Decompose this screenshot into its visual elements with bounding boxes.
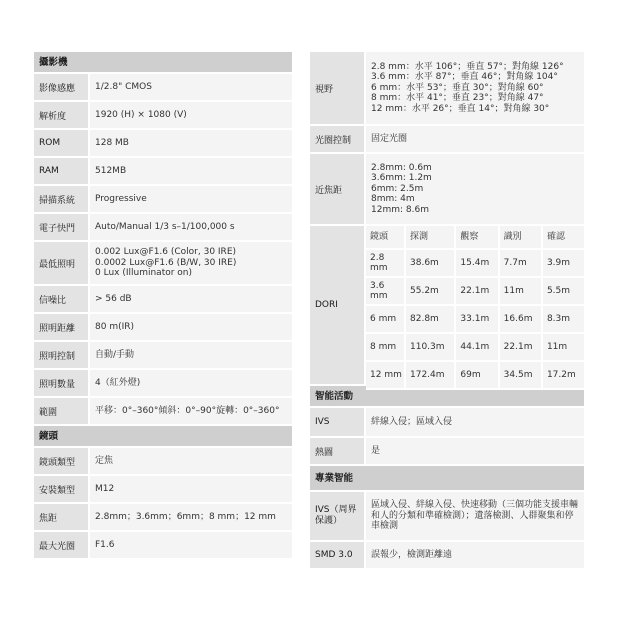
dori-header-row — [366, 226, 584, 249]
spec-label: 範圍 — [34, 398, 88, 424]
spec-label: 最大光圈 — [34, 532, 88, 558]
dori-header-cell: 確認 — [542, 226, 584, 249]
spec-label: 鏡頭類型 — [34, 448, 88, 474]
spec-row-ivs-perimeter — [310, 492, 584, 542]
dori-lens-cell: 12 mm — [366, 361, 405, 389]
spec-row — [34, 186, 292, 214]
dori-header-cell: 識別 — [499, 226, 542, 249]
spec-value: > 56 dB — [88, 286, 292, 312]
dori-distance-cell: 44.1m — [455, 333, 498, 361]
dori-distance-cell: 110.3m — [405, 333, 455, 361]
spec-value: 2.8 mm：水平 106°；垂直 57°；對角線 126° 3.6 mm：水平 87°；垂直 46°；對角線 104° 6 mm：水平 53°；垂直 30°；對角線 60° 8 mm：水平 41°；垂直 23°；對角線 47° 12 mm：水平 26°；垂直 14°；對角線 30° — [364, 52, 584, 124]
spec-row — [34, 102, 292, 130]
spec-row-smd — [310, 542, 584, 570]
dori-lens-cell: 3.6 mm — [366, 277, 405, 305]
spec-label: 焦距 — [34, 504, 88, 530]
spec-row — [34, 130, 292, 158]
spec-row — [34, 532, 292, 560]
spec-value: 0.002 Lux@F1.6 (Color, 30 IRE) 0.0002 Lux@F1.6 (B/W, 30 IRE) 0 Lux (Illuminator on) — [88, 242, 292, 284]
spec-label: 信噪比 — [34, 286, 88, 312]
spec-row — [34, 504, 292, 532]
spec-value: Auto/Manual 1/3 s–1/100,000 s — [88, 214, 292, 240]
spec-value: 絆線入侵；區域入侵 — [364, 408, 584, 436]
spec-label: 照明數量 — [34, 370, 88, 396]
spec-row-ivs — [310, 408, 584, 438]
dori-row — [366, 277, 584, 305]
dori-row — [366, 333, 584, 361]
spec-label: SMD 3.0 — [310, 542, 364, 568]
dori-distance-cell: 3.9m — [542, 249, 584, 277]
spec-label: 解析度 — [34, 102, 88, 128]
lens-section-heading: 鏡頭 — [34, 426, 292, 448]
dori-distance-cell: 22.1m — [499, 333, 542, 361]
spec-label: 照明控制 — [34, 342, 88, 368]
spec-value: 定焦 — [88, 448, 292, 474]
spec-row-fov — [310, 52, 584, 126]
spec-value: 平移：0°–360°傾斜：0°–90°旋轉：0°–360° — [88, 398, 292, 424]
spec-label: 熱圖 — [310, 438, 364, 464]
spec-label: IVS — [310, 408, 364, 436]
spec-value: 128 MB — [88, 130, 292, 156]
dori-distance-cell: 16.6m — [499, 305, 542, 333]
pro-section-heading: 專業智能 — [310, 466, 584, 492]
spec-value: F1.6 — [88, 532, 292, 558]
dori-table — [366, 226, 584, 390]
dori-lens-cell: 8 mm — [366, 333, 405, 361]
spec-row — [34, 448, 292, 476]
spec-row — [34, 242, 292, 286]
spec-value: 2.8mm；3.6mm；6mm；8 mm；12 mm — [88, 504, 292, 530]
spec-label: 近焦距 — [310, 154, 364, 224]
dori-distance-cell: 11m — [499, 277, 542, 305]
dori-distance-cell: 7.7m — [499, 249, 542, 277]
dori-row — [366, 249, 584, 277]
spec-value: 自動/手動 — [88, 342, 292, 368]
spec-value: 80 m(IR) — [88, 314, 292, 340]
dori-table-wrap — [364, 226, 584, 384]
dori-lens-cell: 6 mm — [366, 305, 405, 333]
spec-label: 最低照明 — [34, 242, 88, 284]
spec-label: ROM — [34, 130, 88, 156]
spec-label: 電子快門 — [34, 214, 88, 240]
lens-spec-rows — [34, 448, 292, 560]
spec-row-dori — [310, 226, 584, 386]
spec-row — [34, 214, 292, 242]
spec-value: M12 — [88, 476, 292, 502]
spec-value: 是 — [364, 438, 584, 464]
spec-value: 512MB — [88, 158, 292, 184]
left-spec-column — [34, 52, 292, 560]
dori-distance-cell: 8.3m — [542, 305, 584, 333]
spec-row — [34, 398, 292, 426]
dori-distance-cell: 33.1m — [455, 305, 498, 333]
right-spec-column — [310, 52, 584, 570]
spec-label: 光圈控制 — [310, 126, 364, 152]
dori-distance-cell: 22.1m — [455, 277, 498, 305]
spec-label: DORI — [310, 226, 364, 384]
spec-value: 2.8mm: 0.6m 3.6mm: 1.2m 6mm: 2.5m 8mm: 4m 12mm: 8.6m — [364, 154, 584, 224]
spec-row — [34, 476, 292, 504]
spec-row — [34, 314, 292, 342]
spec-value: 誤報少，檢測距離遠 — [364, 542, 584, 568]
dori-distance-cell: 5.5m — [542, 277, 584, 305]
spec-row — [34, 286, 292, 314]
dori-distance-cell: 34.5m — [499, 361, 542, 389]
spec-row — [34, 370, 292, 398]
spec-row — [34, 342, 292, 370]
spec-row-close-focus — [310, 154, 584, 226]
dori-header-cell: 鏡頭 — [366, 226, 405, 249]
dori-distance-cell: 11m — [542, 333, 584, 361]
spec-value: 1920 (H) × 1080 (V) — [88, 102, 292, 128]
spec-row-iris — [310, 126, 584, 154]
dori-header-cell: 觀察 — [455, 226, 498, 249]
dori-distance-cell: 17.2m — [542, 361, 584, 389]
spec-value: 固定光圈 — [364, 126, 584, 152]
spec-label: IVS（周界保護） — [310, 492, 364, 540]
dori-distance-cell: 172.4m — [405, 361, 455, 389]
dori-distance-cell: 38.6m — [405, 249, 455, 277]
spec-label: 安裝類型 — [34, 476, 88, 502]
spec-row — [34, 158, 292, 186]
dori-row — [366, 361, 584, 389]
camera-section-heading: 攝影機 — [34, 52, 292, 74]
dori-distance-cell: 69m — [455, 361, 498, 389]
dori-lens-cell: 2.8 mm — [366, 249, 405, 277]
camera-spec-rows — [34, 74, 292, 426]
spec-label: 照明距離 — [34, 314, 88, 340]
spec-value: 1/2.8" CMOS — [88, 74, 292, 100]
dori-header-cell: 探測 — [405, 226, 455, 249]
spec-value: 4（紅外燈) — [88, 370, 292, 396]
dori-distance-cell: 82.8m — [405, 305, 455, 333]
dori-distance-cell: 55.2m — [405, 277, 455, 305]
spec-label: 掃描系統 — [34, 186, 88, 212]
dori-distance-cell: 15.4m — [455, 249, 498, 277]
intelligent-section-heading: 智能活動 — [310, 386, 584, 408]
spec-row — [34, 74, 292, 102]
spec-value: 區域入侵、絆線入侵、快速移動（三個功能支援車輛和人的分類和準確檢測）；遺落檢測、人群聚集和停車檢測 — [364, 492, 584, 540]
spec-value: Progressive — [88, 186, 292, 212]
spec-row-heatmap — [310, 438, 584, 466]
spec-label: RAM — [34, 158, 88, 184]
spec-label: 影像感應 — [34, 74, 88, 100]
dori-row — [366, 305, 584, 333]
spec-label: 視野 — [310, 52, 364, 124]
